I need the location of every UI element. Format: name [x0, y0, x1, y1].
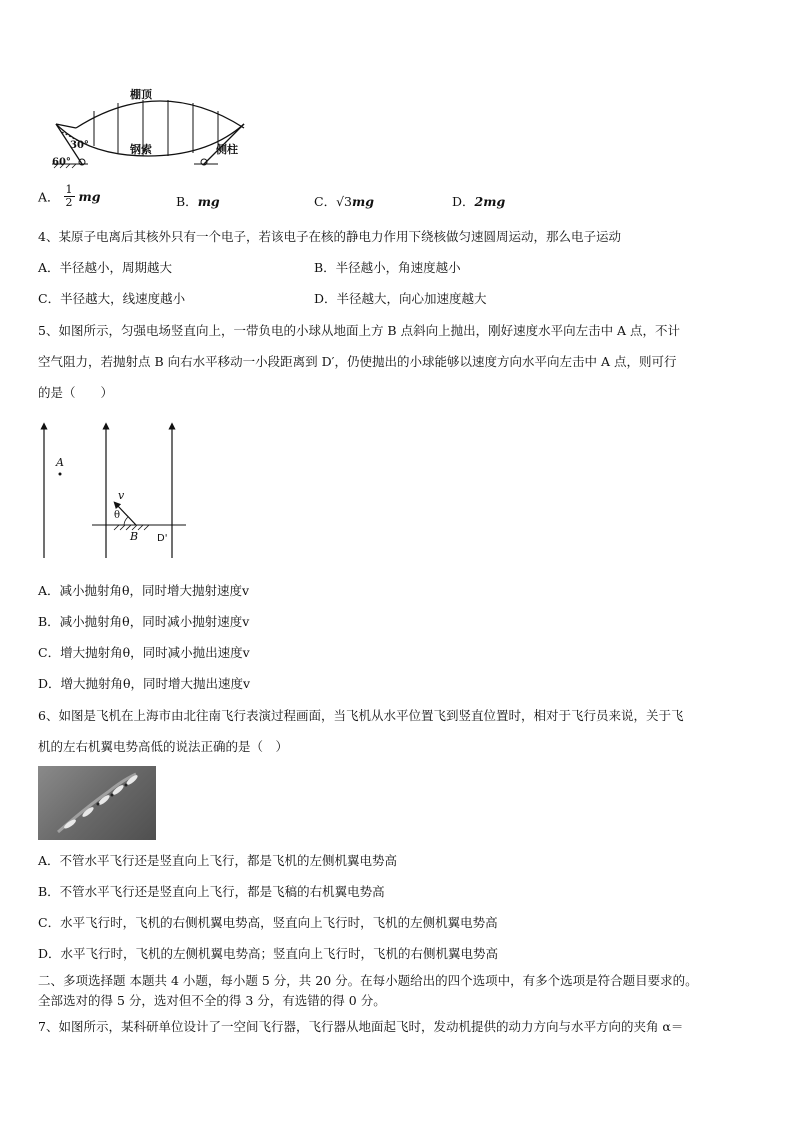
label-roof: 棚顶 [130, 88, 152, 101]
section2-instructions-line1: 二、多项选择题 本题共 4 小题，每小题 5 分，共 20 分。在每小题给出的四个选项中，有多个选项是符合题目要求的。 [38, 973, 698, 988]
q6-option-a: A．不管水平飞行还是竖直向上飞行，都是飞机的左侧机翼电势高 [38, 853, 398, 868]
label-velocity: v [118, 489, 125, 502]
label-point-b: B [130, 530, 139, 543]
roof-cable-diagram [48, 84, 258, 170]
q4-option-c: C．半径越大，线速度越小 [38, 291, 186, 306]
q4-stem: 4、某原子电离后其核外只有一个电子，若该电子在核的静电力作用下绕核做匀速圆周运动，那么电子运动 [38, 229, 621, 244]
option-c-unit: mg [352, 194, 374, 209]
label-pillar: 侧柱 [216, 143, 238, 156]
fraction-numerator: 1 [65, 183, 73, 196]
q6-stem-line1: 6、如图是飞机在上海市由北往南飞行表演过程画面，当飞机从水平位置飞到竖直位置时，相对于飞行员来说，关于飞 [38, 708, 684, 723]
fraction-half [64, 184, 75, 209]
option-c-label: C． [314, 194, 337, 209]
label-angle-30: 30° [70, 140, 89, 151]
option-d-unit: 2mg [474, 194, 506, 209]
q4-option-d: D．半径越大，向心加速度越大 [314, 291, 487, 306]
q6-option-b: B．不管水平飞行还是竖直向上飞行，都是飞稿的右机翼电势高 [38, 884, 385, 899]
option-d-label: D． [452, 194, 475, 209]
aircraft-formation-image [38, 766, 156, 840]
q5-option-c: C．增大抛射角θ，同时减小抛出速度v [38, 645, 250, 660]
q6-option-c: C．水平飞行时，飞机的右侧机翼电势高，竖直向上飞行时，飞机的左侧机翼电势高 [38, 915, 498, 930]
q3-option-d [452, 192, 505, 210]
option-a-label: A． [38, 189, 60, 205]
label-theta: θ [114, 510, 121, 521]
field-projectile-diagram [36, 420, 196, 562]
option-a-unit: mg [78, 189, 101, 204]
q5-option-b: B．减小抛射角θ，同时减小抛射速度v [38, 614, 250, 629]
option-c-sqrt: √3 [336, 194, 352, 209]
q7-stem-line1: 7、如图所示，某科研单位设计了一空间飞行器，飞行器从地面起飞时，发动机提供的动力方向与水平方向的夹角 α＝ [38, 1019, 684, 1034]
q5-option-d: D．增大抛射角θ，同时增大抛出速度v [38, 676, 251, 691]
q3-option-a [38, 184, 100, 209]
q5-stem-line1: 5、如图所示，匀强电场竖直向上，一带负电的小球从地面上方 B 点斜向上抛出，刚好速度水平向左击中 A 点，不计 [38, 323, 681, 338]
airshow-photo [38, 766, 156, 840]
q3-option-c [314, 192, 374, 210]
q5-stem-line3: 的是（ ） [38, 385, 114, 400]
label-point-a: A [56, 456, 64, 469]
q3-option-b [176, 192, 220, 210]
q6-stem-line2: 机的左右机翼电势高低的说法正确的是（ ） [38, 739, 289, 754]
label-angle-60: 60° [52, 157, 71, 168]
q4-option-a: A．半径越小，周期越大 [38, 260, 173, 275]
label-point-d: D' [157, 533, 168, 544]
section2-instructions-line2: 全部选对的得 5 分，选对但不全的得 3 分，有选错的得 0 分。 [38, 993, 386, 1008]
roof-arc [76, 101, 244, 128]
option-b-unit: mg [197, 194, 220, 209]
label-cable: 钢索 [130, 143, 152, 156]
q5-option-a: A．减小抛射角θ，同时增大抛射速度v [38, 583, 250, 598]
q6-option-d: D．水平飞行时，飞机的左侧机翼电势高；竖直向上飞行时，飞机的右侧机翼电势高 [38, 946, 499, 961]
fraction-denominator: 2 [65, 196, 73, 209]
option-b-label: B． [176, 194, 198, 209]
q4-option-b: B．半径越小，角速度越小 [314, 260, 461, 275]
q5-stem-line2: 空气阻力，若抛射点 B 向右水平移动一小段距离到 D′，仍使抛出的小球能够以速度方向水平向左击中 A 点，则可行 [38, 354, 677, 369]
